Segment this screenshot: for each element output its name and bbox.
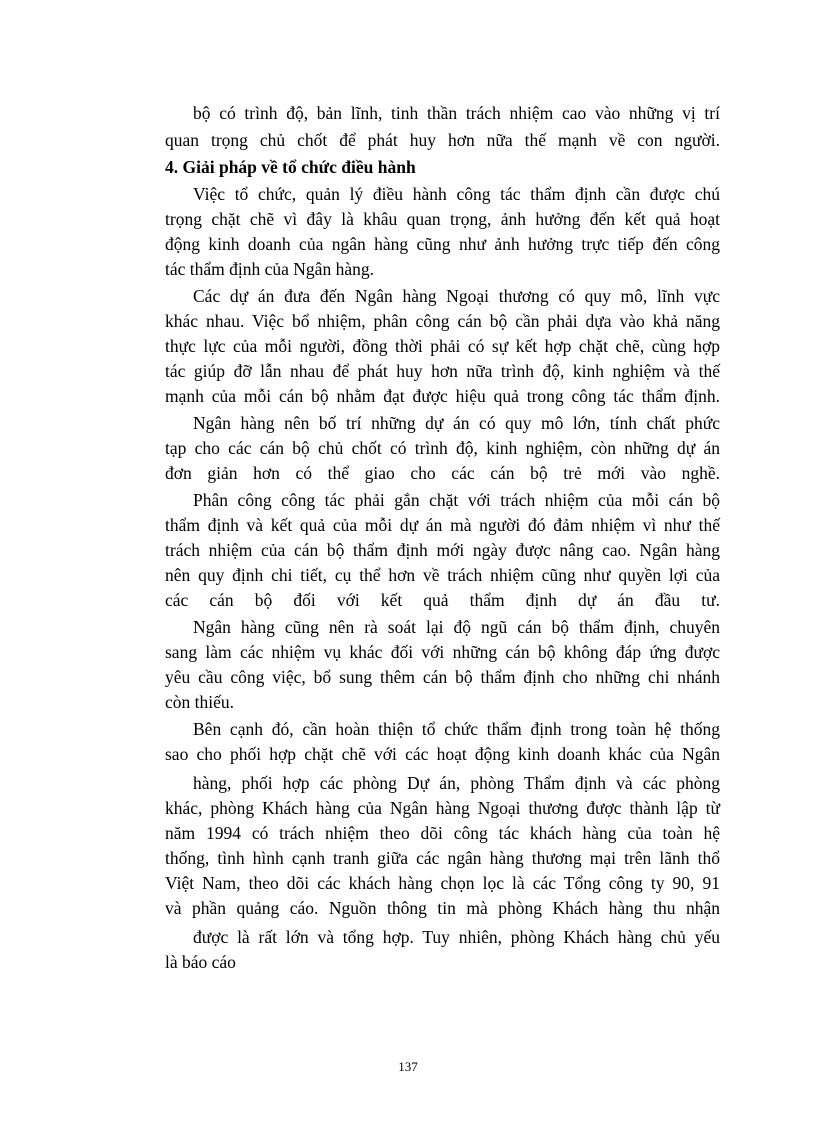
- text-line: tác giúp đỡ lẫn nhau để phát huy hơn nữa trình độ, kinh nghiệm và thế: [165, 361, 720, 381]
- section-heading: 4. Giải pháp về tổ chức điều hành: [165, 157, 416, 177]
- text-line: Bên cạnh đó, cần hoàn thiện tổ chức thẩm định trong toàn hệ thống: [193, 719, 720, 739]
- text-line: sang làm các nhiệm vụ khác đối với những cán bộ không đáp ứng được: [165, 642, 720, 662]
- text-line: khác, phòng Khách hàng của Ngân hàng Ngoại thương được thành lập từ: [165, 798, 720, 818]
- text-line: Việc tổ chức, quản lý điều hành công tác thẩm định cần được chú: [193, 184, 720, 204]
- text-line: sao cho phối hợp chặt chẽ với các hoạt động kinh doanh khác của Ngân: [165, 744, 720, 764]
- text-line: năm 1994 có trách nhiệm theo dõi công tác khách hàng của toàn hệ: [165, 823, 720, 843]
- text-line: đơn giản hơn có thể giao cho các cán bộ trẻ mới vào nghề.: [165, 463, 720, 483]
- text-line: thực lực của mỗi người, đồng thời phải có sự kết hợp chặt chẽ, cùng hợp: [165, 336, 720, 356]
- text-line: Việt Nam, theo dõi các khách hàng chọn lọc là các Tổng công ty 90, 91: [165, 873, 720, 893]
- text-line: quan trọng chủ chốt để phát huy hơn nữa thế mạnh về con người.: [165, 130, 720, 150]
- text-line: và phần quảng cáo. Nguồn thông tin mà phòng Khách hàng thu nhận: [165, 898, 720, 918]
- text-line: động kinh doanh của ngân hàng cũng như ảnh hưởng trực tiếp đến công: [165, 234, 720, 254]
- text-line: trọng chặt chẽ vì đây là khâu quan trọng, ảnh hưởng đến kết quả hoạt: [165, 209, 720, 229]
- text-line: Các dự án đưa đến Ngân hàng Ngoại thương có quy mô, lĩnh vực: [193, 286, 720, 306]
- text-line: còn thiếu.: [165, 692, 235, 712]
- text-line: được là rất lớn và tổng hợp. Tuy nhiên, phòng Khách hàng chủ yếu: [193, 927, 720, 947]
- text-line: Ngân hàng cũng nên rà soát lại độ ngũ cán bộ thẩm định, chuyên: [193, 617, 720, 637]
- text-line: khác nhau. Việc bổ nhiệm, phân công cán bộ cần phải dựa vào khả năng: [165, 311, 720, 331]
- text-line: thẩm định và kết quả của mỗi dự án mà người đó đảm nhiệm vì như thế: [165, 515, 720, 535]
- text-line: yêu cầu công việc, bổ sung thêm cán bộ thẩm định cho những chi nhánh: [165, 667, 720, 687]
- page-number: 137: [398, 1059, 418, 1074]
- text-line: là báo cáo: [165, 952, 236, 972]
- text-line: nên quy định chi tiết, cụ thể hơn về trách nhiệm cũng như quyền lợi của: [165, 565, 720, 585]
- text-line: thống, tình hình cạnh tranh giữa các ngân hàng thương mại trên lãnh thổ: [165, 848, 720, 868]
- text-line: các cán bộ đối với kết quả thẩm định dự án đầu tư.: [165, 590, 720, 610]
- text-line: tạp cho các cán bộ chủ chốt có trình độ, kinh nghiệm, còn những dự án: [165, 438, 720, 458]
- text-line: bộ có trình độ, bản lĩnh, tinh thần trách nhiệm cao vào những vị trí: [193, 103, 720, 123]
- text-line: mạnh của mỗi cán bộ nhằm đạt được hiệu quả trong công tác thẩm định.: [165, 386, 720, 406]
- text-line: Phân công công tác phải gắn chặt với trách nhiệm của mỗi cán bộ: [193, 490, 720, 510]
- text-line: hàng, phối hợp các phòng Dự án, phòng Thẩm định và các phòng: [193, 773, 720, 793]
- text-line: Ngân hàng nên bố trí những dự án có quy mô lớn, tính chất phức: [193, 413, 720, 433]
- text-line: tác thẩm định của Ngân hàng.: [165, 259, 374, 279]
- text-line: trách nhiệm của cán bộ thẩm định mới ngày được nâng cao. Ngân hàng: [165, 540, 720, 560]
